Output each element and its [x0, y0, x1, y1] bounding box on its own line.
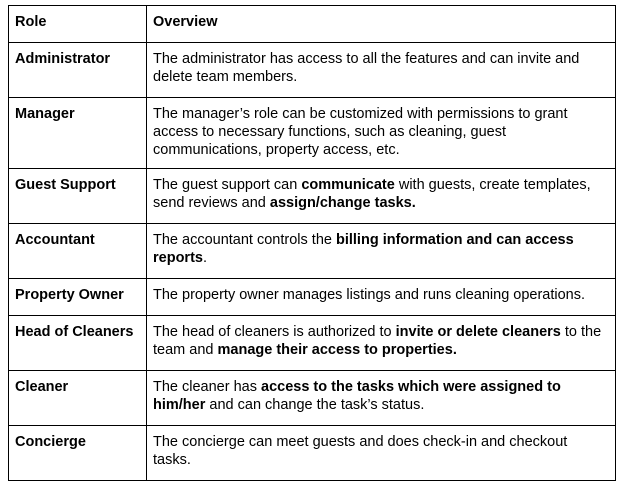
overview-text: to the team and	[153, 324, 602, 358]
overview-cell-concierge	[147, 426, 616, 481]
overview-text: and can change the task’s status.	[205, 397, 425, 413]
overview-bold-text: communicate	[301, 177, 395, 193]
role-cell-concierge: Concierge	[9, 426, 147, 481]
table-row	[9, 279, 616, 316]
role-cell-accountant: Accountant	[9, 224, 147, 279]
table-row	[9, 426, 616, 481]
overview-text: The manager’s role can be customized with permissions to grant access to necessary functions, such as cleaning, guest communications, property access, etc.	[153, 106, 568, 158]
overview-cell-manager	[147, 98, 616, 169]
overview-cell-head-of-cleaners	[147, 316, 616, 371]
role-cell-property-owner: Property Owner	[9, 279, 147, 316]
overview-cell-guest-support	[147, 169, 616, 224]
overview-cell-accountant	[147, 224, 616, 279]
overview-bold-text: billing information and can access reports	[153, 232, 574, 266]
overview-text: The concierge can meet guests and does check-in and checkout tasks.	[153, 434, 568, 468]
table-row	[9, 98, 616, 169]
table-header-row	[9, 6, 616, 43]
table-row	[9, 316, 616, 371]
role-cell-guest-support: Guest Support	[9, 169, 147, 224]
overview-cell-cleaner	[147, 371, 616, 426]
overview-bold-text: manage their access to properties.	[217, 342, 457, 358]
overview-text: The guest support can	[153, 177, 302, 193]
overview-column-header: Overview	[147, 6, 616, 43]
overview-cell-property-owner	[147, 279, 616, 316]
overview-bold-text: invite or delete cleaners	[395, 324, 561, 340]
overview-cell-administrator	[147, 43, 616, 98]
role-cell-manager: Manager	[9, 98, 147, 169]
overview-text: The head of cleaners is authorized to	[153, 324, 396, 340]
overview-text: .	[202, 250, 207, 266]
overview-text: The accountant controls the	[153, 232, 336, 248]
table-row	[9, 224, 616, 279]
overview-text: with guests, create templates, send reviews and	[153, 177, 591, 211]
roles-table	[8, 5, 616, 481]
role-cell-cleaner: Cleaner	[9, 371, 147, 426]
table-row	[9, 43, 616, 98]
table-row	[9, 371, 616, 426]
overview-text: The administrator has access to all the features and can invite and delete team members.	[153, 51, 580, 85]
overview-text: The property owner manages listings and runs cleaning operations.	[153, 287, 586, 303]
role-cell-administrator: Administrator	[9, 43, 147, 98]
role-column-header: Role	[9, 6, 147, 43]
overview-bold-text: assign/change tasks.	[269, 195, 416, 211]
overview-text: The cleaner has	[153, 379, 262, 395]
role-cell-head-of-cleaners: Head of Cleaners	[9, 316, 147, 371]
overview-bold-text: access to the tasks which were assigned to him/her	[153, 379, 561, 413]
table-row	[9, 169, 616, 224]
